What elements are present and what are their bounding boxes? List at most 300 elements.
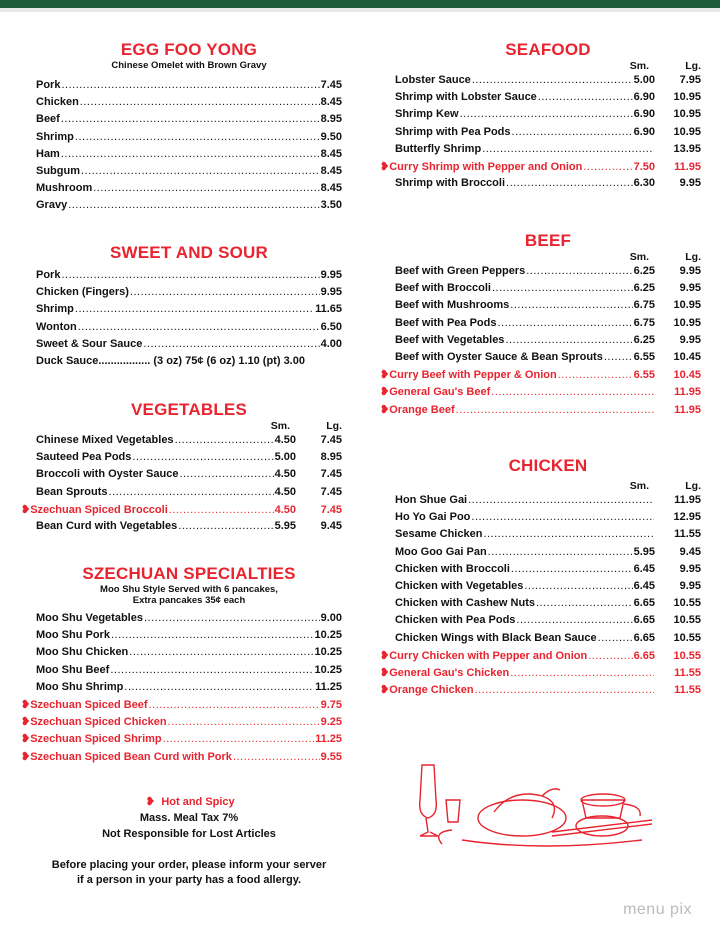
large-price: 7.45 [320,503,342,516]
section-subtitle: Chinese Omelet with Brown Gravy [111,60,267,71]
menu-item [380,160,701,177]
leader-dots [516,614,632,626]
item-price: 9.95 [320,286,342,299]
leader-dots [111,629,314,641]
item-name: Orange Beef [389,403,455,416]
leader-dots [511,563,633,575]
item-price: 8.45 [320,96,342,109]
small-price: 6.65 [633,614,655,627]
small-label: Sm. [629,60,649,72]
section-title: BEEF [524,231,572,250]
top-border-shadow [0,8,720,12]
large-price: 10.95 [673,316,701,329]
item-price: 11.65 [315,303,342,316]
egg-foo-yong-section [36,40,342,217]
menu-item [380,403,701,420]
beef-section [380,231,701,420]
sweet-and-sour-section [36,243,342,372]
leader-dots [512,126,633,138]
menu-item [36,199,342,216]
section-title: EGG FOO YONG [120,40,258,59]
leader-dots [506,177,633,189]
menu-item [380,368,701,385]
menu-item [36,286,342,303]
menu-item [380,385,701,402]
small-price: 6.90 [633,125,655,138]
egg-foo-yong-list [36,79,342,217]
item-name: Sauteed Pea Pods [36,451,132,464]
item-name: Orange Chicken [389,684,474,697]
menu-item [36,165,342,182]
small-price: 5.00 [633,74,655,86]
szechuan-list [21,612,342,767]
leader-dots [482,143,654,155]
small-price: 6.65 [633,649,655,662]
menu-item [36,113,342,130]
large-price: 7.45 [320,434,342,446]
small-price: 6.75 [633,316,655,329]
small-price: 5.00 [274,451,296,464]
allergy-line1: Before placing your order, please inform your server [51,859,327,871]
large-price: 13.95 [673,142,701,155]
large-label: Lg. [326,420,342,432]
item-name: Pork [36,79,61,91]
pepper-icon: ❥ [380,403,390,416]
small-label: Sm. [629,480,649,492]
large-price: 7.45 [320,468,342,481]
small-label: Sm. [270,420,290,432]
pepper-icon: ❥ [380,160,390,173]
menu-item [380,666,701,683]
small-price: 6.45 [633,562,655,575]
menu-item [21,750,342,767]
large-price: 9.95 [679,265,701,277]
menu-item [395,580,701,597]
menu-item [36,681,342,698]
menu-item [395,74,701,91]
leader-dots [75,131,320,143]
item-name: Hon Shue Gai [395,494,468,506]
leader-dots [488,546,633,558]
menu-item [36,303,342,320]
vegetables-list [21,434,342,537]
item-price: 8.45 [320,147,342,160]
food-illustration-icon [402,760,682,850]
menu-item [36,646,342,663]
item-name: General Gau's Beef [389,386,491,399]
small-price: 4.50 [274,485,296,498]
size-header [36,420,342,434]
leader-dots [132,451,273,463]
small-price: 6.45 [633,579,655,592]
menu-item [395,632,701,649]
menu-item [36,321,342,338]
large-price: 10.95 [673,108,701,121]
leader-dots [169,504,274,516]
large-label: Lg. [685,251,701,263]
large-price: 10.45 [673,350,701,363]
leader-dots [68,199,319,211]
leader-dots [80,96,320,108]
large-price: 7.95 [679,74,701,86]
small-price: 5.95 [633,545,655,558]
large-price: 10.45 [673,369,701,382]
large-price: 9.45 [320,519,342,532]
leader-dots [109,486,274,498]
item-price: 11.25 [315,680,342,693]
leader-dots [510,299,632,311]
item-name: Curry Chicken with Pepper and Onion [389,649,588,662]
large-price: 10.55 [673,614,701,627]
item-price: 8.45 [320,182,342,195]
small-price: 6.65 [633,597,655,610]
large-label: Lg. [685,60,701,72]
leader-dots [168,716,320,728]
hot-and-spicy-legend [36,794,342,810]
item-name: Szechuan Spiced Beef [30,698,148,711]
leader-dots [472,74,633,86]
leader-dots [460,108,633,120]
section-title: CHICKEN [508,456,588,475]
leader-dots [558,369,633,381]
leader-dots [524,580,632,592]
section-subtitle-line2: Extra pancakes 35¢ each [132,595,246,606]
leader-dots [179,468,273,480]
large-price: 10.55 [673,631,701,644]
small-label: Sm. [629,251,649,263]
large-price: 11.95 [674,494,701,506]
item-price: 10.25 [314,663,342,676]
item-name: Beef with Oyster Sauce & Bean Sprouts [395,350,603,363]
pepper-icon: ❥ [380,684,390,697]
item-price: 9.25 [320,716,342,729]
size-header [395,251,701,265]
leader-dots [93,182,319,194]
small-price: 6.25 [633,265,655,277]
seafood-list [380,74,701,194]
duck-sauce-line: Duck Sauce................. (3 oz) 75¢ (6 oz) 1.10 (pt) 3.00 [36,354,305,367]
pepper-icon: ❥ [380,369,390,382]
menu-item [395,614,701,631]
large-price: 10.95 [673,125,701,138]
item-price: 9.55 [320,750,342,763]
item-name: Beef with Vegetables [395,333,505,346]
section-subtitle-line1: Moo Shu Style Served with 6 pancakes, [100,584,278,595]
item-name: Subgum [36,164,80,177]
menu-item [395,299,701,316]
menu-item [36,451,342,468]
size-header [395,60,701,74]
menu-item [36,468,342,485]
small-price: 7.50 [633,160,655,173]
leader-dots [588,650,632,662]
leader-dots [61,113,320,125]
leader-dots [475,684,654,696]
notes-block [36,794,342,842]
section-title: SWEET AND SOUR [109,243,268,262]
menupix-watermark: menu pix [623,901,692,918]
leader-dots [471,511,654,523]
large-price: 11.55 [674,684,701,697]
item-name: Wonton [36,320,77,333]
pepper-icon: ❥ [380,649,390,662]
leader-dots [78,321,320,333]
leader-dots [163,733,314,745]
small-price: 6.65 [633,631,655,644]
menu-item [395,265,701,282]
large-price: 10.55 [673,649,701,662]
large-price: 11.95 [674,386,701,399]
pepper-icon: ❥ [380,666,390,679]
item-name: Shrimp with Broccoli [395,177,506,190]
item-price: 9.95 [320,269,342,281]
item-name: Moo Goo Gai Pan [395,545,487,558]
menu-item [36,486,342,503]
menu-item [395,177,701,194]
large-price: 11.95 [674,403,701,416]
vegetables-section [21,400,342,537]
leader-dots [604,351,633,363]
menu-item [36,148,342,165]
item-name: Shrimp with Lobster Sauce [395,91,537,104]
menu-item [395,546,701,563]
item-name: Bean Sprouts [36,485,108,498]
item-price: 9.00 [320,612,342,624]
leader-dots [75,303,314,315]
item-name: Curry Shrimp with Pepper and Onion [389,160,583,173]
large-price: 11.55 [674,528,701,541]
leader-dots [124,681,314,693]
section-title: SEAFOOD [505,40,591,59]
large-price: 10.95 [673,299,701,312]
small-price: 6.30 [633,177,655,190]
top-border [0,0,720,8]
pepper-icon: ❥ [21,698,31,711]
menu-item [395,351,701,368]
item-name: Chicken [36,96,79,109]
small-price: 6.25 [633,333,655,346]
large-price: 9.95 [679,282,701,295]
leader-dots [143,338,319,350]
item-name: Moo Shu Beef [36,663,110,676]
menu-item [21,503,342,520]
large-price: 12.95 [673,511,701,524]
chicken-list [380,494,701,700]
large-price: 9.95 [679,562,701,575]
large-price: 11.95 [674,160,701,173]
item-name: Shrimp [36,303,74,316]
leader-dots [81,165,320,177]
item-name: Butterfly Shrimp [395,142,482,155]
small-price: 6.55 [633,350,655,363]
item-price: 11.25 [315,733,342,746]
item-name: Lobster Sauce [395,74,471,86]
leader-dots [583,161,632,173]
item-name: Beef with Broccoli [395,282,491,295]
item-name: Chicken with Broccoli [395,562,510,575]
menu-item [21,732,342,749]
leader-dots [149,699,320,711]
menu-item [36,131,342,148]
pepper-icon: ❥ [21,503,31,516]
section-title: SZECHUAN SPECIALTIES [82,564,296,583]
item-name: Broccoli with Oyster Sauce [36,468,179,481]
szechuan-section [21,564,342,767]
large-price: 9.95 [679,579,701,592]
leader-dots [144,612,320,624]
large-price: 8.95 [320,451,342,464]
item-name: Beef [36,113,60,126]
menu-item [36,96,342,113]
item-name: Chicken with Pea Pods [395,614,516,627]
item-name: Curry Beef with Pepper & Onion [389,369,557,382]
item-name: Moo Shu Shrimp [36,680,124,693]
item-name: Ho Yo Gai Poo [395,511,471,524]
item-price: 6.50 [320,320,342,333]
small-price: 4.50 [274,434,296,446]
leader-dots [538,91,633,103]
small-price: 6.55 [633,369,655,382]
menu-item [21,715,342,732]
menu-item [380,683,701,700]
item-price: 8.95 [320,113,342,126]
leader-dots [483,528,654,540]
pepper-icon: ❥ [21,716,31,729]
item-price: 9.75 [320,698,342,711]
menu-item [21,698,342,715]
section-title: VEGETABLES [131,400,247,419]
beef-list [380,265,701,420]
pepper-icon: ❥ [21,733,31,746]
item-name: Mushroom [36,182,93,195]
item-name: Moo Shu Chicken [36,646,129,659]
menu-item [395,597,701,614]
leader-dots [61,269,319,281]
menu-item [36,79,342,96]
item-name: Shrimp [36,130,74,143]
large-price: 7.45 [320,485,342,498]
item-name: Szechuan Spiced Chicken [30,716,167,729]
large-price: 10.95 [673,91,701,104]
item-price: 7.45 [320,79,342,91]
leader-dots [505,334,632,346]
leader-dots [233,751,320,763]
item-name: Beef with Pea Pods [395,316,497,329]
large-price: 10.55 [673,597,701,610]
small-price: 6.25 [633,282,655,295]
menu-item [395,494,701,511]
leader-dots [492,282,633,294]
allergy-line2: if a person in your party has a food allergy. [76,874,302,886]
menu-item [395,511,701,528]
small-price: 4.50 [274,503,296,516]
chicken-section [380,456,701,700]
lost-articles: Not Responsible for Lost Articles [102,828,276,840]
item-name: Shrimp Kew [395,108,459,121]
seafood-section [380,40,701,194]
leader-dots [456,404,654,416]
sweet-and-sour-list [36,269,342,355]
large-label: Lg. [685,480,701,492]
item-name: Chicken Wings with Black Bean Sauce [395,631,597,644]
item-name: Szechuan Spiced Bean Curd with Pork [30,750,232,763]
menu-item [395,91,701,108]
menu-item [36,612,342,629]
leader-dots [130,286,320,298]
item-name: Moo Shu Vegetables [36,612,143,624]
menu-item [395,143,701,160]
large-price: 9.95 [679,177,701,190]
large-price: 9.95 [679,333,701,346]
leader-dots [178,520,273,532]
menu-item [36,520,342,537]
menu-item [36,182,342,199]
menu-item [395,108,701,125]
pepper-icon: ❥ [145,796,155,808]
leader-dots [497,317,632,329]
item-name: Beef with Green Peppers [395,265,526,277]
item-price: 4.00 [320,337,342,350]
leader-dots [598,632,633,644]
pepper-icon: ❥ [21,750,31,763]
item-price: 3.50 [320,199,342,212]
menu-item [395,528,701,545]
leader-dots [110,664,313,676]
item-name: Sesame Chicken [395,528,483,541]
large-price: 11.55 [674,666,701,679]
leader-dots [61,148,320,160]
item-name: Chinese Mixed Vegetables [36,434,174,446]
item-name: Gravy [36,199,68,212]
item-name: Sweet & Sour Sauce [36,337,143,350]
small-price: 5.95 [274,519,296,532]
leader-dots [510,667,654,679]
menu-item [395,126,701,143]
pepper-icon: ❥ [380,386,390,399]
menu-item [36,629,342,646]
menu-item [36,434,342,451]
item-name: Szechuan Spiced Broccoli [30,503,168,516]
menu-item [395,317,701,334]
small-price: 4.50 [274,468,296,481]
leader-dots [61,79,319,91]
item-name: Bean Curd with Vegetables [36,519,178,532]
item-name: Chicken (Fingers) [36,286,129,299]
leader-dots [526,265,632,277]
menu-item [395,334,701,351]
item-name: Ham [36,147,60,160]
small-price: 6.75 [633,299,655,312]
size-header [395,480,701,494]
leader-dots [129,646,313,658]
menu-item [36,664,342,681]
item-price: 9.50 [320,130,342,143]
leader-dots [491,386,654,398]
small-price: 6.90 [633,108,655,121]
leader-dots [536,597,633,609]
menu-item [380,649,701,666]
menu-item [36,269,342,286]
large-price: 9.45 [679,545,701,558]
item-name: Szechuan Spiced Shrimp [30,733,162,746]
item-price: 8.45 [320,164,342,177]
item-name: Moo Shu Pork [36,629,110,642]
item-name: Chicken with Vegetables [395,579,524,592]
item-name: Shrimp with Pea Pods [395,125,511,138]
menu-item [395,563,701,580]
menu-item [36,338,342,355]
item-name: Beef with Mushrooms [395,299,510,312]
